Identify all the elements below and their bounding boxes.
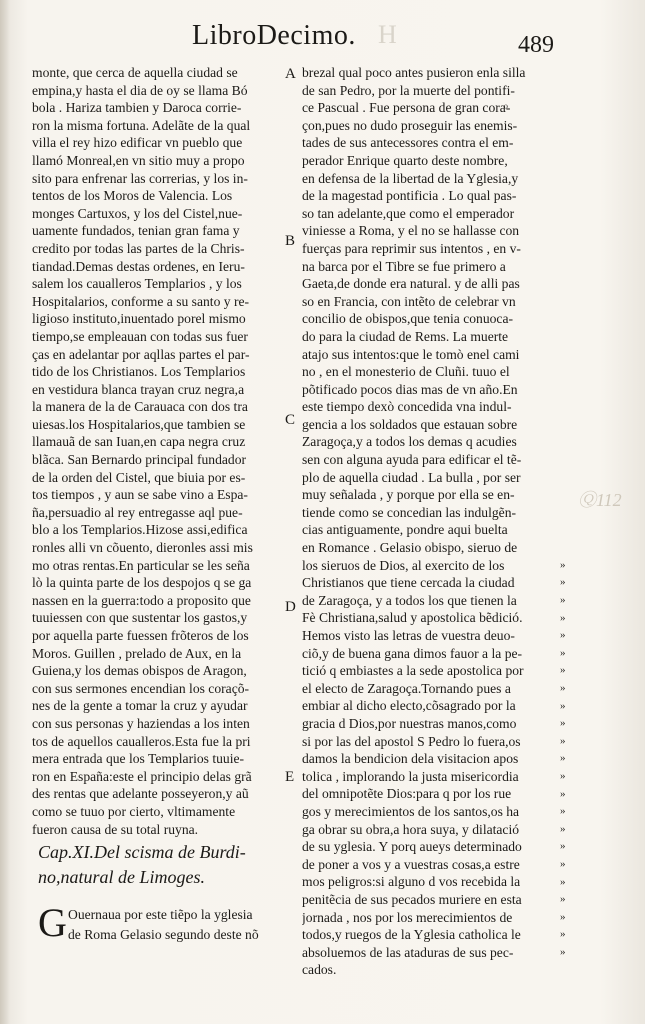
quotation-mark: » [560, 787, 566, 800]
quotation-mark: » [560, 699, 566, 712]
quotation-mark: » [560, 734, 566, 747]
text-line: tiempo,se empleauan con todas sus fuer [32, 328, 248, 344]
text-line: çon,pues no dudo proseguir las enemis- [302, 117, 518, 133]
bleed-through-mark: Ⓠ112 [578, 490, 622, 510]
text-line: de Zaragoça, y a todos los que tienen la [302, 592, 517, 608]
text-line: des rentas que adelante posseyeron,y aũ [32, 786, 249, 802]
text-line: sen con alguna ayuda para edificar el tẽ- [302, 452, 522, 468]
text-line: tiandad.Demas destas ordenes, en Ieru- [32, 258, 245, 274]
text-line: con sus personas y haziendas a los inten [32, 715, 250, 731]
right-column [302, 64, 562, 979]
gutter-shadow [0, 0, 10, 1024]
text-line: mera entrada que los Templarios tuuie- [32, 751, 245, 767]
text-line: fueron causa de su total ruyna. [32, 821, 199, 837]
quotation-mark: » [560, 893, 566, 906]
text-line: sito para enfrenar las correrias, y los in- [32, 170, 248, 186]
text-line: ças en adelantar por aqllas partes el par- [32, 346, 250, 362]
chapter-heading-line: no,natural de Limoges. [38, 867, 206, 887]
quotation-mark: » [560, 717, 566, 730]
text-line: so tan adelante,que como el emperador [302, 205, 515, 221]
text-line: cados. [302, 962, 337, 978]
body-line: Ouernaua por este tiẽpo la yglesia [68, 907, 253, 922]
text-line: cias antiguamente, pondre aqui buelta [302, 522, 508, 538]
text-line: del omnipotẽte Dios:para q por los rue [302, 786, 512, 802]
quotation-mark: » [560, 770, 566, 782]
quotation-mark: » [560, 646, 566, 659]
text-line: embiar al dicho electo,cõsagrado por la [302, 698, 516, 714]
text-line: Guiena,y los demas obispos de Aragon, [32, 663, 247, 679]
text-line: tido de los Christianos. Los Templarios [32, 364, 246, 380]
text-line: absoluemos de las ataduras de sus pec- [302, 944, 514, 960]
text-line: nassen en la guerra:todo a proposito que [32, 592, 251, 608]
text-line: tolica , implorando la justa misericordia [302, 768, 519, 784]
text-line: ron en España:este el principio delas grã [32, 768, 252, 784]
margin-marker-a: A [285, 66, 296, 82]
text-line: monges Cartuxos, y los del Cistel,nue- [32, 205, 243, 221]
text-line: atajo sus intentos:que le tomò enel cami [302, 346, 520, 362]
text-line: con sus sermones encendian los coraçõ- [32, 680, 250, 696]
text-line: llamó Monreal,en vn sitio muy a propo [32, 152, 245, 168]
text-line: so en Francia, con intẽto de celebrar vn [302, 293, 516, 309]
text-line: mo otras rentas.En particular se les seña [32, 557, 250, 573]
text-line: por aquella parte fuessen frõteros de los [32, 628, 249, 643]
text-line: muy señalada , y porque por ella se en- [302, 487, 515, 503]
quotation-mark: » [560, 928, 566, 941]
text-line: bola . Hariza tambien y Daroca corrie- [32, 100, 242, 116]
text-line: en Romance . Gelasio obispo, sieruo de [302, 540, 518, 556]
drop-cap: G [38, 900, 67, 945]
text-line: villa el rey hizo edificar vn pueblo que [32, 135, 243, 151]
text-line: de la magestad pontificia . Lo qual pas- [302, 188, 517, 204]
quotation-mark: » [560, 805, 566, 818]
quotation-mark: » [560, 594, 566, 606]
text-line: brezal qual poco antes pusieron enla silla [302, 65, 526, 80]
quotation-mark: » [560, 611, 566, 624]
margin-marker-d: D [285, 599, 296, 615]
text-line: Fè Christiana,salud y apostolica bẽdició. [302, 610, 523, 626]
quotation-mark: » [560, 840, 566, 853]
text-line: gencia a los soldados que estauan sobre [302, 416, 518, 432]
text-line: gos y merecimientos de los santos,os ha [302, 803, 520, 819]
text-line: tició q embiastes a la sede apostolica por [302, 663, 524, 679]
text-line: de poner a vos y a vuestras cosas,a estre [302, 856, 520, 872]
left-column [32, 64, 284, 838]
text-line: nes de la gente a tomar la cruz y ayudar [32, 698, 248, 714]
text-line: tos tiempos , y aun se sabe vino a Espa- [32, 487, 248, 503]
text-line: jornada , nos por los merecimientos de [302, 909, 513, 925]
chapter-heading-line: Cap.XI.Del scisma de Burdi- [38, 842, 246, 862]
text-line: viniesse a Roma, y el no se hallasse con [302, 223, 520, 239]
text-line: ciõ,y de buena gana dimos fauor a la pe- [302, 645, 523, 661]
text-line: salem los caualleros Templarios , y los [32, 276, 242, 292]
margin-marker-b: B [285, 233, 296, 249]
text-line: de su yglesia. Y porq aueys determinado [302, 839, 522, 855]
text-line: na barca por el Tibre se fue primero a [302, 258, 506, 274]
quotation-mark: » [560, 875, 566, 888]
text-line: blãca. San Bernardo principal fundador [32, 452, 247, 468]
text-line: gracia d Dios,por nuestras manos,como [302, 715, 517, 731]
text-line: ga obrar su obra,a hora suya, y dilatació [302, 821, 520, 837]
text-line: de san Pedro, por la muerte del pontifi- [302, 82, 515, 98]
text-line: damos la bendicion dela visitacion apos [302, 751, 519, 767]
text-line: si por las del apostol S Pedro lo fuera,os [302, 733, 521, 749]
text-line: empina,y hasta el dia de oy se llama Bó [32, 82, 248, 98]
text-line: ronles alli vn cõuento, dieronles assi mis [32, 540, 253, 556]
page-header [0, 14, 645, 58]
margin-marker-c: C [285, 412, 296, 428]
text-line: no , en el monesterio de Cluñi. tuuo el [302, 364, 510, 380]
text-line: ron la misma fortuna. Adelãte de la qual [32, 117, 251, 133]
quotation-mark: » [560, 682, 566, 694]
text-line: plo de aquella ciudad . La bulla , por ser [302, 469, 521, 485]
text-line: en vestidura blanca trayan cruz negra,a [32, 381, 245, 397]
bleed-through-title: H [378, 20, 397, 49]
text-line: põtificado pocos dias mas de vn año.En [302, 381, 518, 397]
text-line: mos peligros:si alguno d vos recebida la [302, 874, 521, 890]
quotation-mark: » [560, 752, 566, 765]
text-line: concilio de obispos,que tenia conuoca- [302, 311, 514, 327]
text-line: tentos de los Moros de Valencia. Los [32, 188, 233, 204]
quotation-mark: » [560, 858, 566, 870]
text-line: como se tuuo por cierto, vltimamente [32, 803, 236, 819]
text-line: credito por todas las partes de la Chris- [32, 240, 245, 256]
text-line: ce Pascual . Fue persona de gran coraͦ- [302, 100, 511, 116]
text-line: perador Enrique quarto deste nombre, [302, 152, 508, 168]
text-line: la manera de la de Carauaca con dos tra [32, 399, 248, 415]
text-line: ña,persuadio al rey entregasse aql pue- [32, 504, 243, 520]
quotation-mark: » [560, 946, 566, 958]
text-line: este tiempo dexò concedida vna indul- [302, 399, 512, 415]
text-line: de la orden del Cistel, que biuia por es- [32, 469, 246, 485]
quotation-mark: » [560, 910, 566, 923]
margin-marker-e: E [285, 769, 295, 785]
text-line: blo a los Templarios.Hizose assi,edifica [32, 522, 248, 538]
text-line: tades de sus antecessores contra el em- [302, 135, 514, 151]
text-line: tuuiessen con que sustentar los gastos,y [32, 610, 248, 626]
text-line: Hospitalarios, conforme a su santo y re- [32, 293, 250, 309]
text-line: uamente fundados, tenian gran fama y [32, 223, 240, 239]
quotation-mark: » [560, 576, 566, 589]
text-line: Zaragoça,y a todos los demas q acudies [302, 434, 517, 450]
text-line: todos,y ruegos de la Yglesia catholica le [302, 927, 521, 943]
text-line: el electo de Zaragoça.Tornando pues a [302, 680, 511, 696]
text-line: tiende como se concedian las indulgẽn- [302, 504, 517, 520]
text-line: tos de aquellos caualleros.Esta fue la pri [32, 733, 251, 749]
quotation-mark: » [560, 822, 566, 835]
text-line: llamauã de san Iuan,en capa negra cruz [32, 434, 246, 450]
chapter-body [38, 900, 288, 945]
text-line: Gaeta,de donde era natural. y de alli pas [302, 276, 520, 292]
body-line: de Roma Gelasio segundo deste nõ [68, 926, 259, 942]
quotation-mark: » [560, 629, 566, 642]
text-line: Hemos visto las letras de vuestra deuo- [302, 628, 515, 643]
page-number: 489 [518, 32, 554, 58]
text-line: en defensa de la libertad de la Yglesia,y [302, 170, 519, 186]
text-line: los sieruos de Dios, al exercito de los [302, 557, 505, 573]
text-line: penitẽcia de sus pecados muriere en esta [302, 891, 522, 907]
chapter-heading [38, 840, 288, 890]
quotation-mark: » [560, 558, 566, 571]
quotation-mark: » [560, 664, 566, 677]
text-line: Christianos que tiene cercada la ciudad [302, 575, 515, 591]
text-line: lò la quinta parte de los despojos q se ga [32, 575, 252, 591]
text-line: do para la ciudad de Rems. La muerte [302, 328, 509, 344]
text-line: fuerças para reprimir sus intentos , en v- [302, 240, 521, 256]
text-line: ligioso instituto,inuentado porel mismo [32, 311, 246, 327]
text-line: Moros. Guillen , prelado de Aux, en la [32, 645, 242, 661]
text-line: monte, que cerca de aquella ciudad se [32, 65, 238, 80]
running-title: LibroDecimo. [192, 20, 356, 51]
text-line: uiesas.los Hospitalarios,que tambien se [32, 416, 246, 432]
